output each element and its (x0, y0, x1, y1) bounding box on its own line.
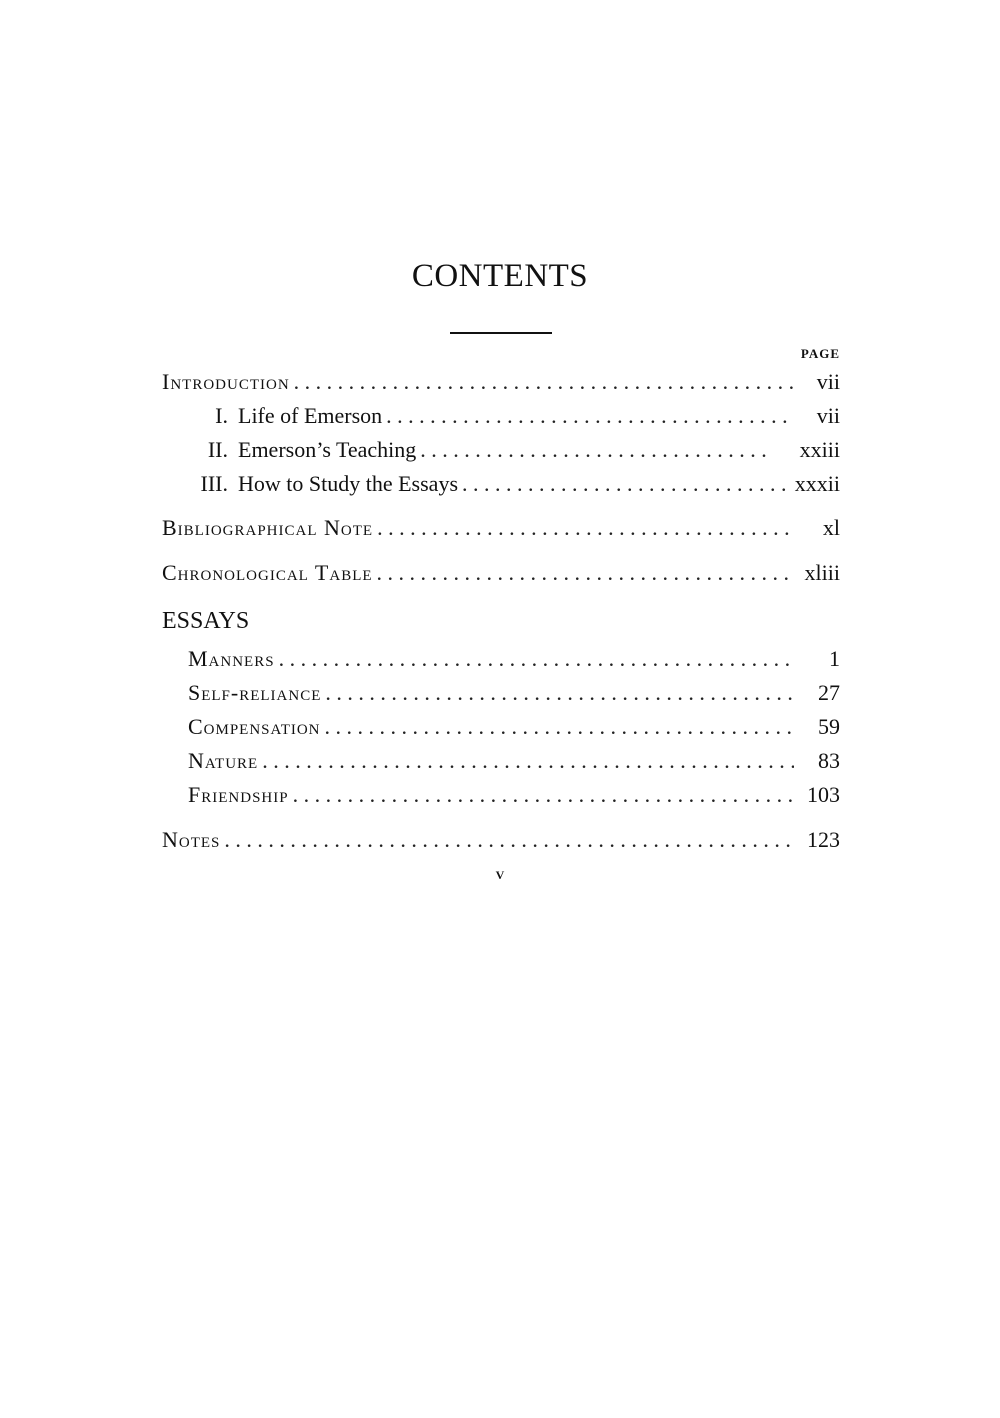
toc-entry-chronological-table[interactable] (162, 558, 840, 588)
toc-entry-page: xliii (804, 560, 840, 585)
toc-entry-label: Bibliographical Note (162, 515, 374, 540)
dot-leader (279, 644, 794, 674)
toc-entry-label: Chronological Table (162, 560, 373, 585)
toc-entry-label: Introduction (162, 369, 290, 394)
dot-leader (293, 780, 794, 810)
page-column-label: PAGE (800, 346, 840, 361)
dot-leader (224, 825, 794, 855)
toc-entry-bibliographical-note[interactable] (162, 513, 840, 543)
toc-entry-page: 83 (818, 748, 840, 773)
toc-subentry-life[interactable] (180, 401, 840, 431)
toc-entry-page: 1 (829, 646, 840, 671)
toc-entry-page: 103 (807, 782, 840, 807)
page-number: v (495, 864, 505, 883)
toc-entry-introduction[interactable] (162, 367, 840, 397)
page-title: CONTENTS (411, 258, 589, 294)
toc-essay-nature[interactable] (188, 746, 840, 776)
essays-heading: ESSAYS (162, 608, 250, 634)
toc-entry-page: 59 (818, 714, 840, 739)
dot-leader (262, 746, 794, 776)
toc-entry-page: 27 (818, 680, 840, 705)
toc-entry-notes[interactable] (162, 825, 840, 855)
dot-leader (377, 558, 794, 588)
toc-subentry-label: How to Study the Essays (238, 471, 458, 496)
toc-essay-friendship[interactable] (188, 780, 840, 810)
toc-subentry-page: vii (816, 403, 840, 428)
toc-subentry-label: Emerson’s Teaching (238, 437, 417, 462)
dot-leader (386, 401, 794, 431)
toc-subentry-number: III. (200, 471, 228, 496)
dot-leader (462, 469, 789, 499)
toc-entry-label: Nature (188, 748, 259, 773)
toc-subentry-page: xxiii (799, 437, 840, 462)
toc-essay-self-reliance[interactable] (188, 678, 840, 708)
dot-leader (325, 712, 794, 742)
toc-entry-label: Manners (188, 646, 275, 671)
toc-entry-label: Friendship (188, 782, 289, 807)
dot-leader (294, 367, 794, 397)
toc-subentry-page: xxxii (794, 471, 840, 496)
dot-leader (420, 435, 769, 465)
toc-entry-label: Notes (162, 827, 221, 852)
dot-leader (377, 513, 794, 543)
toc-subentry-study[interactable] (180, 469, 840, 499)
title-rule (450, 332, 552, 334)
toc-subentry-label: Life of Emerson (238, 403, 383, 428)
toc-entry-page: 123 (807, 827, 840, 852)
toc-essay-manners[interactable] (188, 644, 840, 674)
toc-entry-page: xl (822, 515, 840, 540)
dot-leader (325, 678, 794, 708)
toc-entry-label: Self-reliance (188, 680, 322, 705)
toc-subentry-number: I. (215, 403, 228, 428)
toc-entry-label: Compensation (188, 714, 321, 739)
toc-entry-page: vii (816, 369, 840, 394)
toc-subentry-number: II. (207, 437, 228, 462)
toc-subentry-teaching[interactable] (180, 435, 840, 465)
toc-essay-compensation[interactable] (188, 712, 840, 742)
